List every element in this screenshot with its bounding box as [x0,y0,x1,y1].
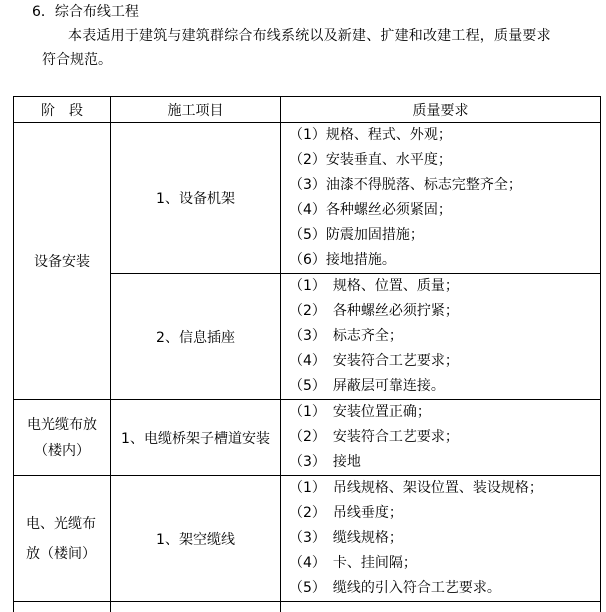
item-cell: 1、电缆桥架子槽道安装 [111,400,281,476]
requirement-line: （5）防震加固措施； [289,223,600,248]
requirements-cell [281,123,601,274]
empty-cell [111,602,281,612]
header-requirements: 质量要求 [281,97,601,123]
requirement-line: （1）规格、程式、外观； [289,123,600,148]
empty-cell [281,602,601,612]
requirement-line: （5） 缆线的引入符合工艺要求。 [289,576,600,601]
requirement-line: （3）油漆不得脱落、标志完整齐全； [289,173,600,198]
requirements-cell [281,400,601,476]
requirement-line: （1） 安装位置正确； [289,400,600,425]
requirement-line: （5） 屏蔽层可靠连接。 [289,374,600,399]
quality-requirements-table [13,96,601,612]
stage-cell [14,476,111,602]
requirement-line: （6）接地措施。 [289,248,600,273]
requirements-cell [281,476,601,602]
intro-paragraph-line1: 本表适用于建筑与建筑群综合布线系统以及新建、扩建和改建工程，质量要求 [68,26,551,46]
requirement-line: （1） 吊线规格、架设位置、装设规格； [289,476,600,501]
stage-line: 电光缆布放 [14,412,110,438]
stage-line: 电、光缆布 [26,509,110,539]
requirements-cell [281,274,601,400]
requirement-line: （4） 卡、挂间隔； [289,551,600,576]
intro-paragraph-line2: 符合规范。 [42,50,112,70]
requirement-line: （4） 安装符合工艺要求； [289,349,600,374]
table-row-continuation [14,602,601,612]
requirement-line: （4）各种螺丝必须紧固； [289,198,600,223]
empty-cell [14,602,111,612]
stage-cell [14,400,111,476]
table-row [14,476,601,602]
table-row [14,400,601,476]
header-item: 施工项目 [111,97,281,123]
item-cell: 1、架空缆线 [111,476,281,602]
requirement-line: （2） 安装符合工艺要求； [289,425,600,450]
stage-line: 放（楼间） [26,539,110,569]
requirement-line: （2） 各种螺丝必须拧紧； [289,299,600,324]
requirement-line: （2）安装垂直、水平度； [289,148,600,173]
stage-cell: 设备安装 [14,123,111,400]
item-cell: 1、设备机架 [111,123,281,274]
item-cell: 2、信息插座 [111,274,281,400]
requirement-line: （3） 标志齐全； [289,324,600,349]
requirement-line: （1） 规格、位置、质量； [289,274,600,299]
header-stage: 阶 段 [14,97,111,123]
requirement-line: （3） 缆线规格； [289,526,600,551]
stage-line: （楼内） [14,438,110,464]
table-header-row [14,97,601,123]
requirement-line: （3） 接地 [289,450,600,475]
table-row [14,123,601,274]
requirement-line: （2） 吊线垂度； [289,501,600,526]
section-heading: 6．综合布线工程 [32,2,139,22]
